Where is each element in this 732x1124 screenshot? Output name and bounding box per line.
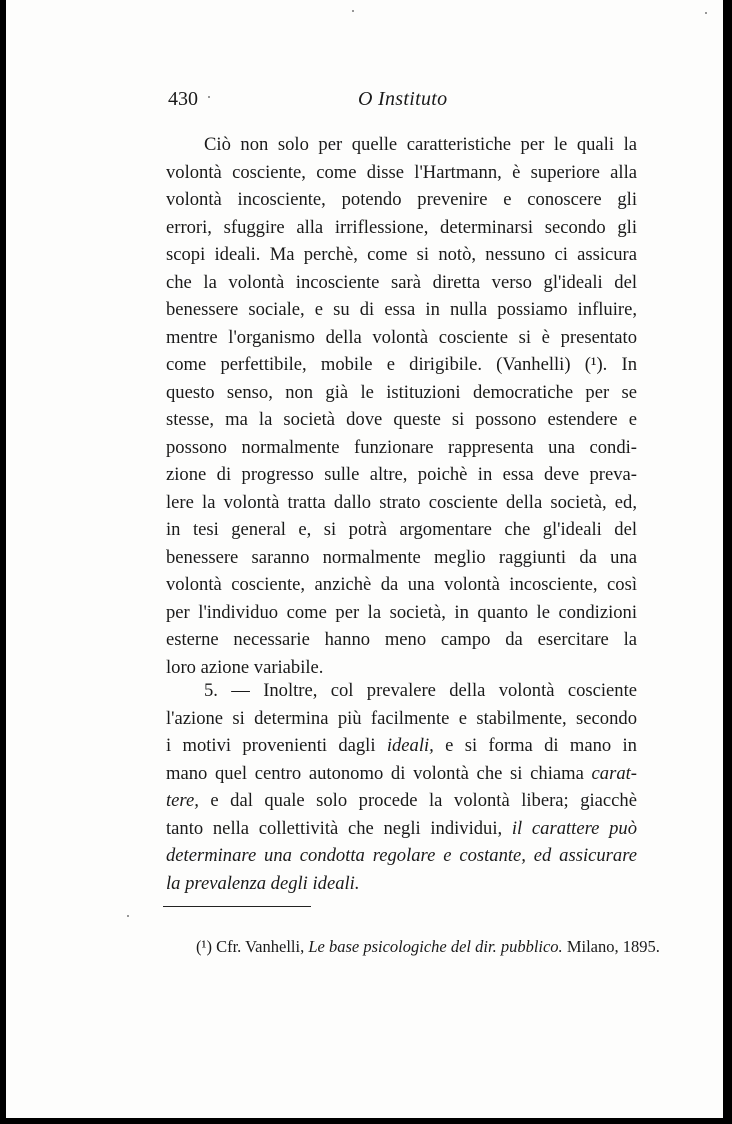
text-line: questo senso, non già le istituzioni democratiche per se [166,381,637,403]
text-line: zione di progresso sulle altre, poichè in essa deve preva- [166,464,637,485]
text-run: e dal quale solo procede la volontà libera; giacchè [198,790,637,811]
text-line: volontà cosciente, anzichè da una volontà incosciente, così [166,574,637,595]
text-line [166,815,637,843]
scan-speck [352,10,354,12]
text-line: errori, sfuggire alla irriflessione, determinarsi secondo gli [166,216,637,238]
text-line: benessere sociale, e su di essa in nulla possiamo influire, [166,299,637,320]
text-run: e si forma di mano in [433,735,637,756]
text-line: 5. — Inoltre, col prevalere della volontà cosciente [204,680,637,701]
text-line: possono normalmente funzionare rappresenta una condi- [166,436,637,458]
footnote [196,937,660,957]
text-line [166,760,637,788]
text-line: volontà cosciente, come disse l'Hartmann, è superiore alla [166,161,637,183]
text-line: benessere saranno normalmente meglio raggiunti da una [166,546,637,568]
footnote-text: Milano, 1895. [562,937,660,956]
footnote-rule [163,906,311,907]
scan-border-bottom [0,1118,732,1124]
text-line: l'azione si determina più facilmente e stabilmente, secondo [166,707,637,729]
text-line: stesse, ma la società dove queste si possono estendere e [166,409,637,430]
paragraph-2 [166,677,637,897]
text-line: volontà incosciente, potendo prevenire e conoscere gli [166,189,637,210]
text-line: scopi ideali. Ma perchè, come si notò, nessuno ci assicura [166,244,637,265]
footnote-marker: (¹) [196,937,212,956]
text-line [166,732,637,760]
footnote-text: Cfr. Vanhelli, [211,937,309,956]
italic-run: carat- [591,762,637,784]
scan-speck [208,96,210,98]
text-line: come perfettibile, mobile e dirigibile. (Vanhelli) (¹). In [166,354,637,375]
text-line: per l'individuo come per la società, in quanto le condizioni [166,601,637,623]
scan-speck [127,915,129,917]
italic-run: ideali, [386,735,434,756]
text-line: mentre l'organismo della volontà cosciente si è presentato [166,326,637,348]
page-number: 430 [168,88,198,110]
text-line: lere la volontà tratta dallo strato cosciente della società, ed, [166,491,637,513]
scan-border-right [723,0,732,1124]
running-title: O Instituto [358,88,448,110]
text-run: tanto nella collettività che negli individui, [166,817,512,839]
paragraph-1 [166,131,637,681]
text-line: che la volontà incosciente sarà diretta verso gl'ideali del [166,271,637,293]
scan-speck [705,12,707,14]
italic-run: il carattere può [511,817,637,839]
text-run: i motivi provenienti dagli [166,735,387,756]
text-line: la prevalenza degli ideali. [166,872,360,894]
text-line: Ciò non solo per quelle caratteristiche per le quali la [204,134,637,155]
text-line: loro azione variabile. [166,656,324,678]
text-line: in tesi general e, si potrà argomentare che gl'ideali del [166,519,637,540]
scan-border-left [0,0,6,1124]
text-line: determinare una condotta regolare e costante, ed assicurare [166,845,637,866]
text-line: esterne necessarie hanno meno campo da esercitare la [166,629,637,650]
text-line [166,787,637,815]
text-run: mano quel centro autonomo di volontà che si chiama [166,762,592,784]
footnote-title: Le base psicologiche del dir. pubblico. [308,937,563,956]
italic-run: tere, [166,790,199,811]
